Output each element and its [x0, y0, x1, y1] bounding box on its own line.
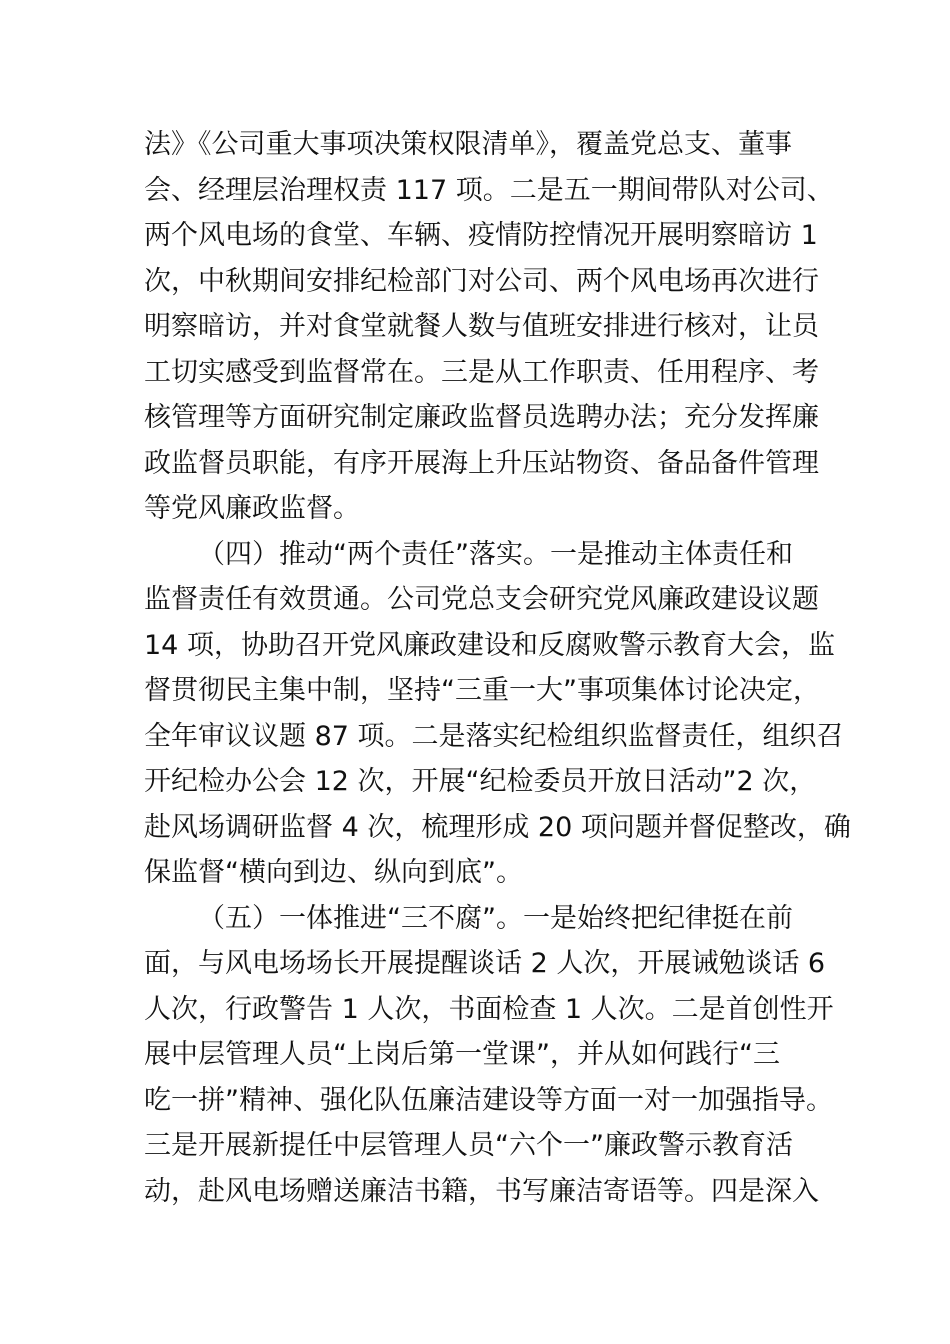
text-line: 动，赴风电场赠送廉洁书籍，书写廉洁寄语等。四是深入 [144, 1175, 819, 1207]
text-line: 督贯彻民主集中制，坚持“三重一大”事项集体讨论决定， [144, 675, 820, 706]
text-line: 保监督“横向到边、纵向到底”。 [144, 857, 523, 888]
text-line: 开纪检办公会 12 次，开展“纪检委员开放日活动”2 次， [144, 766, 817, 797]
text-line: 14 项，协助召开党风廉政建设和反腐败警示教育大会，监 [144, 629, 835, 661]
text-line: 三是开展新提任中层管理人员“六个一”廉政警示教育活 [144, 1130, 793, 1161]
text-line: 展中层管理人员“上岗后第一堂课”，并从如何践行“三 [144, 1039, 780, 1070]
text-line: 等党风廉政监督。 [144, 493, 360, 524]
text-line: 会、经理层治理权责 117 项。二是五一期间带队对公司、 [144, 174, 834, 206]
text-line: 次，中秋期间安排纪检部门对公司、两个风电场再次进行 [144, 265, 819, 297]
text-line: 工切实感受到监督常在。三是从工作职责、任用程序、考 [144, 356, 819, 388]
text-line: 监督责任有效贯通。公司党总支会研究党风廉政建设议题 [144, 584, 819, 615]
document-body [144, 122, 851, 1214]
text-line: 两个风电场的食堂、车辆、疫情防控情况开展明察暗访 1 [144, 220, 818, 251]
text-line: 人次，行政警告 1 人次，书面检查 1 人次。二是首创性开 [144, 993, 834, 1025]
text-line: （四）推动“两个责任”落实。一是推动主体责任和 [198, 538, 793, 570]
text-line: 法》《公司重大事项决策权限清单》，覆盖党总支、董事 [144, 129, 792, 160]
text-line: 吃一拼”精神、强化队伍廉洁建设等方面一对一加强指导。 [144, 1084, 833, 1116]
text-line: 全年审议议题 87 项。二是落实纪检组织监督责任，组织召 [144, 720, 844, 752]
text-line: 核管理等方面研究制定廉政监督员选聘办法；充分发挥廉 [144, 402, 819, 433]
text-line: 政监督员职能，有序开展海上升压站物资、备品备件管理 [144, 447, 819, 479]
text-line: 面，与风电场场长开展提醒谈话 2 人次，开展诫勉谈话 6 [144, 948, 826, 979]
text-line: 明察暗访，并对食堂就餐人数与值班安排进行核对，让员 [144, 311, 819, 342]
text-line: 赴风场调研监督 4 次，梳理形成 20 项问题并督促整改，确 [144, 811, 851, 843]
text-line: （五）一体推进“三不腐”。一是始终把纪律挺在前 [198, 902, 793, 934]
